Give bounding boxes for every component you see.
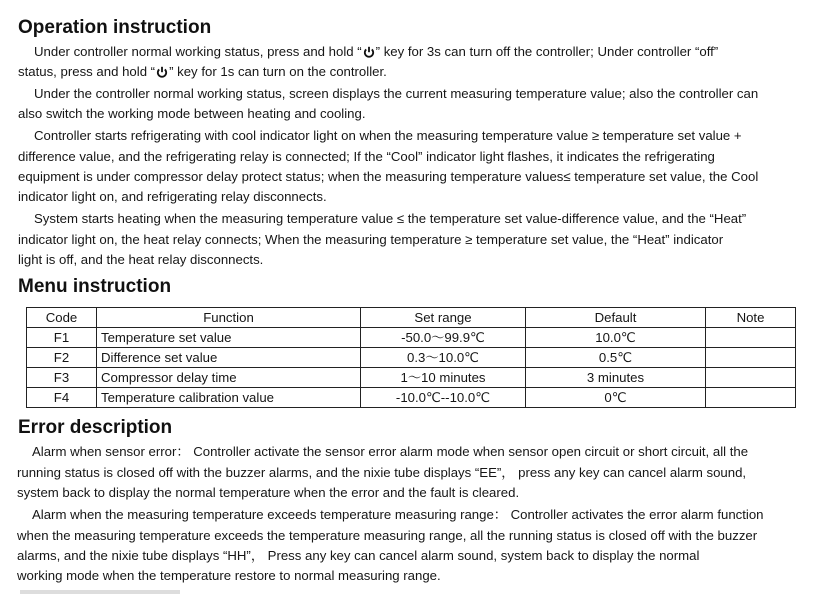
operation-line <box>34 44 718 60</box>
table-row <box>27 328 796 348</box>
cell-code: F1 <box>27 328 97 348</box>
error-line: Alarm when the measuring temperature exceeds temperature measuring range： Controller activates the error alarm function <box>32 507 764 522</box>
cell-note <box>706 348 796 368</box>
table-header-row <box>27 308 796 328</box>
text-span: Under controller normal working status, press and hold “ <box>34 44 362 59</box>
table-row <box>27 348 796 368</box>
power-icon <box>156 66 168 78</box>
cell-function: Temperature calibration value <box>97 388 361 408</box>
cell-set-range: -50.0～99.9℃ <box>361 328 526 348</box>
error-line: working mode when the temperature restore to normal measuring range. <box>17 568 441 583</box>
operation-line: indicator light on, the heat relay connects; When the measuring temperature ≥ temperature set value, the “Heat” indicator <box>18 232 724 247</box>
text-span: status, press and hold “ <box>18 64 156 79</box>
cell-function: Compressor delay time <box>97 368 361 388</box>
cell-code: F3 <box>27 368 97 388</box>
col-header-set-range: Set range <box>361 308 526 328</box>
text-span: ” key for 3s can turn off the controller; Under controller “off” <box>375 44 719 59</box>
cell-function: Temperature set value <box>97 328 361 348</box>
text-span: ” key for 1s can turn on the controller. <box>169 64 387 79</box>
cell-code: F4 <box>27 388 97 408</box>
error-line: system back to display the normal temperature when the error and the fault is cleared. <box>17 485 520 500</box>
operation-heading: Operation instruction <box>18 17 212 38</box>
operation-line: light is off, and the heat relay disconnects. <box>18 252 264 267</box>
cell-function: Difference set value <box>97 348 361 368</box>
error-line: alarms, and the nixie tube displays “HH”， Press any key can cancel alarm sound, system back to display the normal <box>17 548 700 563</box>
cell-note <box>706 328 796 348</box>
operation-line: also switch the working mode between heating and cooling. <box>18 106 366 121</box>
col-header-default: Default <box>526 308 706 328</box>
operation-line: Under the controller normal working status, screen displays the current measuring temperature value; also the controller can <box>34 86 759 101</box>
error-line: Alarm when sensor error： Controller activate the sensor error alarm mode when sensor open circuit or short circuit, all the <box>32 444 749 459</box>
error-line: when the measuring temperature exceeds the temperature measuring range, all the running status is closed off with the buzzer <box>17 528 758 543</box>
cell-note <box>706 388 796 408</box>
operation-line: indicator light on, and refrigerating relay disconnects. <box>18 189 327 204</box>
operation-line: equipment is under compressor delay protect status; when the measuring temperature values≤ temperature set value, the Cool <box>18 169 759 184</box>
operation-line: System starts heating when the measuring temperature value ≤ the temperature set value-difference value, and the “Heat” <box>34 211 747 226</box>
error-line: running status is closed off with the buzzer alarms, and the nixie tube displays “EE”， press any key can cancel alarm sound, <box>17 465 747 480</box>
menu-heading: Menu instruction <box>18 276 172 297</box>
cell-code: F2 <box>27 348 97 368</box>
cell-default: 0.5℃ <box>526 348 706 368</box>
cell-default: 3 minutes <box>526 368 706 388</box>
cell-default: 10.0℃ <box>526 328 706 348</box>
cropped-text-fragment <box>20 590 180 594</box>
operation-line <box>18 64 387 80</box>
cropped-edge <box>0 588 820 594</box>
col-header-code: Code <box>27 308 97 328</box>
cell-set-range: -10.0℃--10.0℃ <box>361 388 526 408</box>
cell-set-range: 0.3～10.0℃ <box>361 348 526 368</box>
cell-default: 0℃ <box>526 388 706 408</box>
cell-note <box>706 368 796 388</box>
table-row <box>27 388 796 408</box>
table-row <box>27 368 796 388</box>
menu-table <box>26 307 796 408</box>
error-heading: Error description <box>18 417 173 438</box>
cell-set-range: 1～10 minutes <box>361 368 526 388</box>
col-header-note: Note <box>706 308 796 328</box>
col-header-function: Function <box>97 308 361 328</box>
power-icon <box>363 46 375 58</box>
operation-line: Controller starts refrigerating with cool indicator light on when the measuring temperature value ≥ temperature set value + <box>34 128 742 143</box>
operation-line: difference value, and the refrigerating relay is connected; If the “Cool” indicator light flashes, it indicates the refrigerating <box>18 149 715 164</box>
